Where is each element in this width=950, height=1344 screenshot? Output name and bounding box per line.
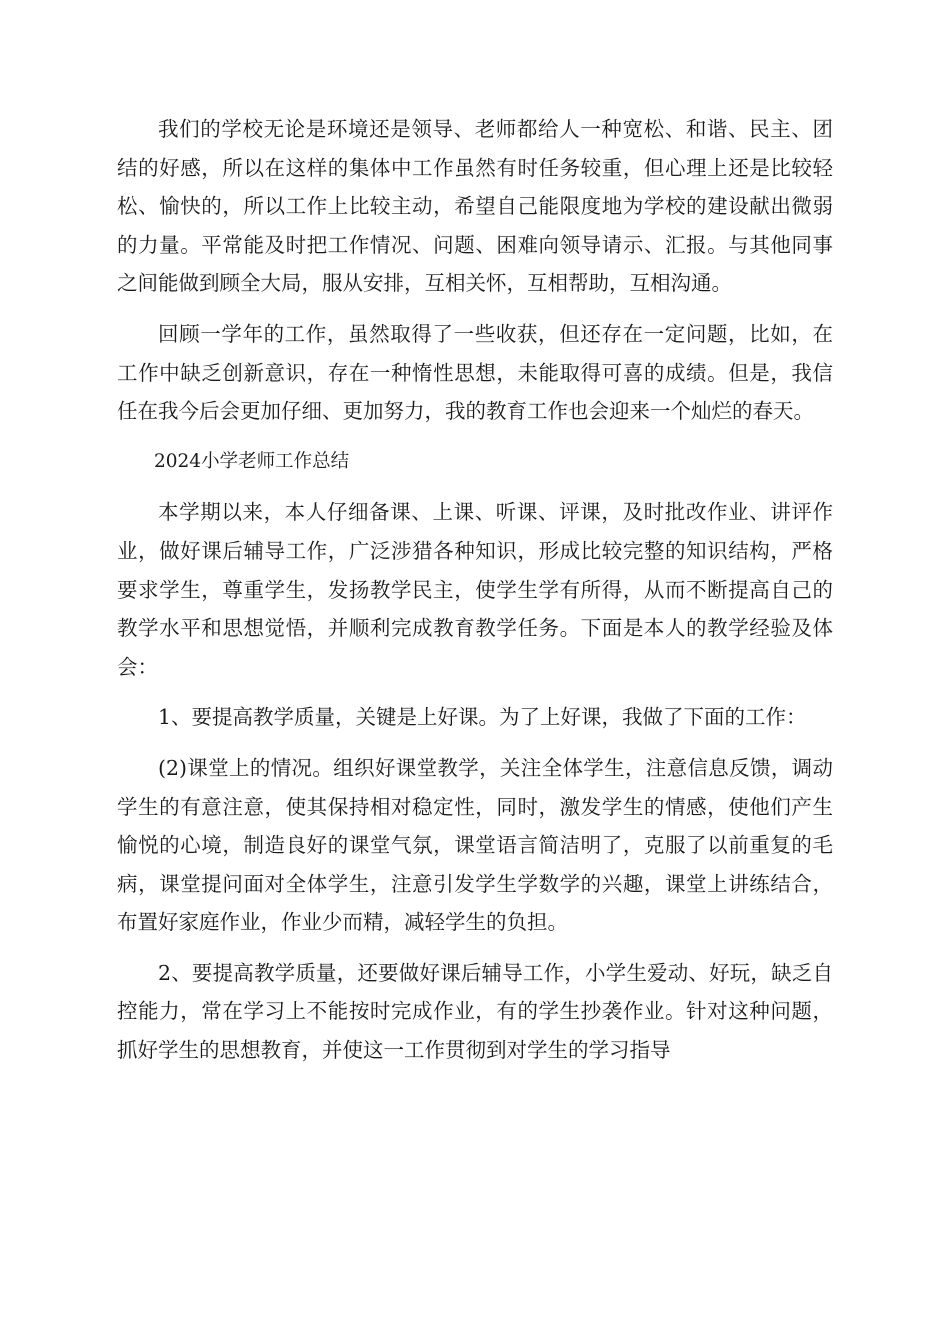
paragraph-point-1: 1、要提高教学质量，关键是上好课。为了上好课，我做了下面的工作： bbox=[158, 705, 807, 730]
paragraph-point-2: 2、要提高教学质量，还要做好课后辅导工作，小学生爱动、好玩，缺乏自控能力，常在学习上不能按时完成作业，有的学生抄袭作业。针对这种问题，抓好学生的思想教育，并使这一工作贯彻到对学生的学习指导 bbox=[117, 960, 833, 1063]
section-heading: 2024小学老师工作总结 bbox=[154, 450, 350, 472]
document-page bbox=[117, 110, 833, 1082]
paragraph-year-review: 回顾一学年的工作，虽然取得了一些收获，但还存在一定问题，比如，在工作中缺乏创新意识，存在一种惰性思想，未能取得可喜的成绩。但是，我信任在我今后会更加仔细、更加努力，我的教育工作也会迎来一个灿烂的春天。 bbox=[117, 321, 833, 424]
paragraph-point-1-2: (2)课堂上的情况。组织好课堂教学，关注全体学生，注意信息反馈，调动学生的有意注意，使其保持相对稳定性，同时，激发学生的情感，使他们产生愉悦的心境，制造良好的课堂气氛，课堂语言简洁明了，克服了以前重复的毛病，课堂提问面对全体学生，注意引发学生学数学的兴趣，课堂上讲练结合，布置好家庭作业，作业少而精，减轻学生的负担。 bbox=[117, 755, 833, 935]
paragraph-school-atmosphere: 我们的学校无论是环境还是领导、老师都给人一种宽松、和谐、民主、团结的好感，所以在这样的集体中工作虽然有时任务较重，但心理上还是比较轻松、愉快的，所以工作上比较主动，希望自己能限度地为学校的建设献出微弱的力量。平常能及时把工作情况、问题、困难向领导请示、汇报。与其他同事之间能做到顾全大局，服从安排，互相关怀，互相帮助，互相沟通。 bbox=[117, 117, 833, 296]
paragraph-semester-summary: 本学期以来，本人仔细备课、上课、听课、评课，及时批改作业、讲评作业，做好课后辅导工作，广泛涉猎各种知识，形成比较完整的知识结构，严格要求学生，尊重学生，发扬教学民主，使学生学有所得，从而不断提高自己的教学水平和思想觉悟，并顺利完成教育教学任务。下面是本人的教学经验及体会： bbox=[117, 500, 833, 679]
